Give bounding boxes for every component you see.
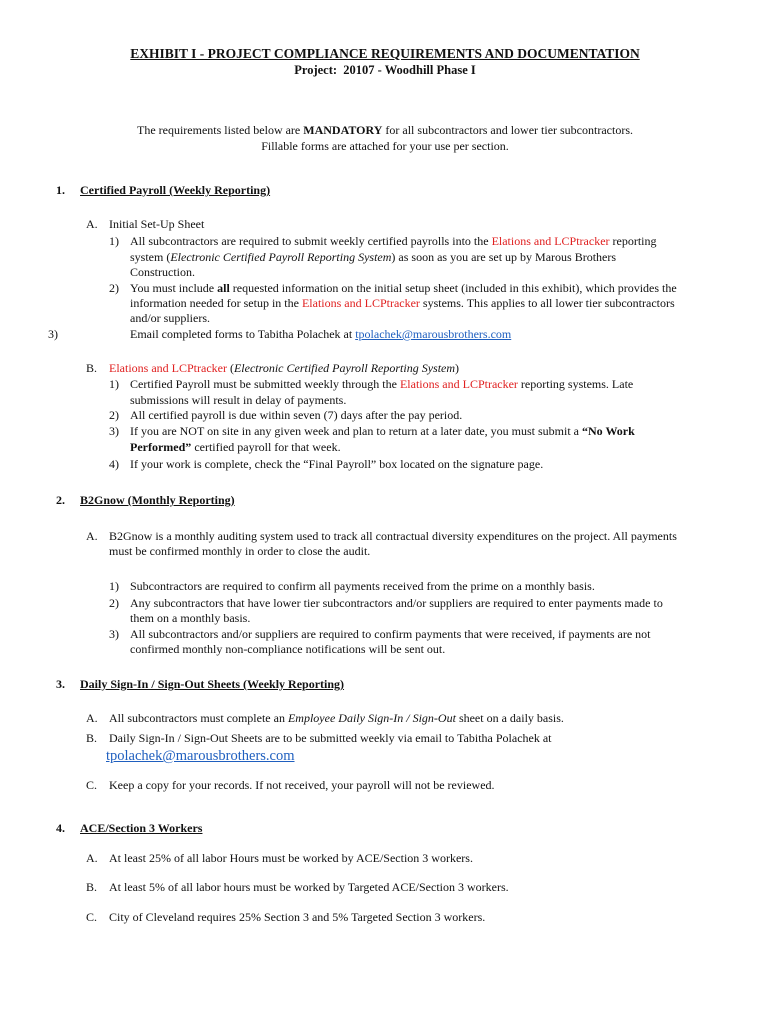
s2-1-line: Subcontractors are required to confirm all payments received from the prime on a monthly basis. [130,579,595,593]
section-4-title: ACE/Section 3 Workers [80,821,203,835]
s1-a-title: Initial Set-Up Sheet [109,217,205,231]
s1-b-title: Elations and LCPtracker (Electronic Certified Payroll Reporting System) [109,361,460,375]
section-4-number: 4. [56,821,65,835]
s4-c-label: C. [86,910,98,924]
s1-a-label: A. [86,217,98,231]
s1-b3-line-1: If you are NOT on site in any given week and plan to return at a later date, you must submit a “No Work [130,424,635,438]
s2-1-number: 1) [109,579,119,593]
s2-2-line-2: them on a monthly basis. [130,611,251,625]
s3-a-line: All subcontractors must complete an Employee Daily Sign-In / Sign-Out sheet on a daily basis. [109,711,564,725]
s1-a2-number: 2) [109,281,119,295]
section-1-number: 1. [56,183,65,197]
s1-a2-line-3: and/or suppliers. [130,311,210,325]
intro-text: The requirements listed below are [136,123,304,137]
s4-b-line: At least 5% of all labor hours must be worked by Targeted ACE/Section 3 workers. [109,880,509,894]
s4-a-label: A. [86,851,98,865]
project-line [0,63,770,78]
s2-a-label: A. [86,529,98,543]
s1-a3-number: 3) [48,327,58,341]
s1-b2-number: 2) [109,408,119,422]
s3-b-label: B. [86,731,98,745]
s1-b1-number: 1) [109,377,119,391]
section-1-title: Certified Payroll (Weekly Reporting) [80,183,271,197]
section-2-title: B2Gnow (Monthly Reporting) [80,493,235,507]
mandatory-text: MANDATORY [303,123,383,137]
s1-b4-line: If your work is complete, check the “Final Payroll” box located on the signature page. [130,457,544,471]
s4-c-line: City of Cleveland requires 25% Section 3 and 5% Targeted Section 3 workers. [109,910,486,924]
s1-b4-number: 4) [109,457,119,471]
s1-b2-line: All certified payroll is due within seven (7) days after the pay period. [130,408,463,422]
s4-b-label: B. [86,880,98,894]
s1-b3-line-2: Performed” certified payroll for that week. [130,440,341,454]
s1-a3-line: Email completed forms to Tabitha Polachek at tpolachek@marousbrothers.com [130,327,512,341]
s3-c-line: Keep a copy for your records. If not received, your payroll will not be reviewed. [109,778,495,792]
s1-a1-line-1: All subcontractors are required to submit weekly certified payrolls into the Elations and LCPtracker reporting [130,234,657,248]
s2-3-line-2: confirmed monthly non-compliance notifications will be sent out. [130,642,446,656]
s1-b1-line-1: Certified Payroll must be submitted weekly through the Elations and LCPtracker reporting systems. Late [130,377,634,391]
s1-b-label: B. [86,361,98,375]
intro-line-1 [0,123,770,138]
s1-a2-line-1: You must include all requested information on the initial setup sheet (included in this exhibit), which provides the [130,281,677,295]
s2-a-line-1: B2Gnow is a monthly auditing system used to track all contractual diversity expenditures on the project. All payments [109,529,677,543]
email-link-2[interactable]: tpolachek@marousbrothers.com [106,748,295,764]
s1-a2-line-2: information needed for setup in the Elations and LCPtracker systems. This applies to all lower tier subcontractors [130,296,675,310]
s3-a-label: A. [86,711,98,725]
s1-b1-line-2: submissions will result in delay of payments. [130,393,347,407]
project-value: 20107 - Woodhill Phase I [343,63,476,77]
s1-a1-line-3: Construction. [130,265,195,279]
intro-line-2: Fillable forms are attached for your use per section. [261,139,509,153]
s2-3-line-1: All subcontractors and/or suppliers are required to confirm payments that were received, if payments are not [130,627,651,641]
s2-a-line-2: must be confirmed monthly in order to close the audit. [109,544,371,558]
s1-b3-number: 3) [109,424,119,438]
section-2-number: 2. [56,493,65,507]
s2-2-number: 2) [109,596,119,610]
s2-2-line-1: Any subcontractors that have lower tier subcontractors and/or suppliers are required to enter payments made to [130,596,663,610]
s3-b-line: Daily Sign-In / Sign-Out Sheets are to be submitted weekly via email to Tabitha Polachek at [109,731,552,745]
section-3-number: 3. [56,677,65,691]
elations-lcptracker-text: Elations and LCPtracker [491,234,610,248]
intro-text-tail: for all subcontractors and lower tier subcontractors. [382,123,633,137]
s1-a1-number: 1) [109,234,119,248]
s2-3-number: 3) [109,627,119,641]
project-label: Project: [294,63,338,77]
s4-a-line: At least 25% of all labor Hours must be worked by ACE/Section 3 workers. [109,851,473,865]
s3-c-label: C. [86,778,98,792]
email-link-1[interactable]: tpolachek@marousbrothers.com [355,327,512,341]
document-title: EXHIBIT I - PROJECT COMPLIANCE REQUIREMENTS AND DOCUMENTATION [130,46,640,61]
s1-a1-line-2: system (Electronic Certified Payroll Reporting System) as soon as you are set up by Marous Brothers [130,250,617,264]
section-3-title: Daily Sign-In / Sign-Out Sheets (Weekly Reporting) [80,677,345,691]
